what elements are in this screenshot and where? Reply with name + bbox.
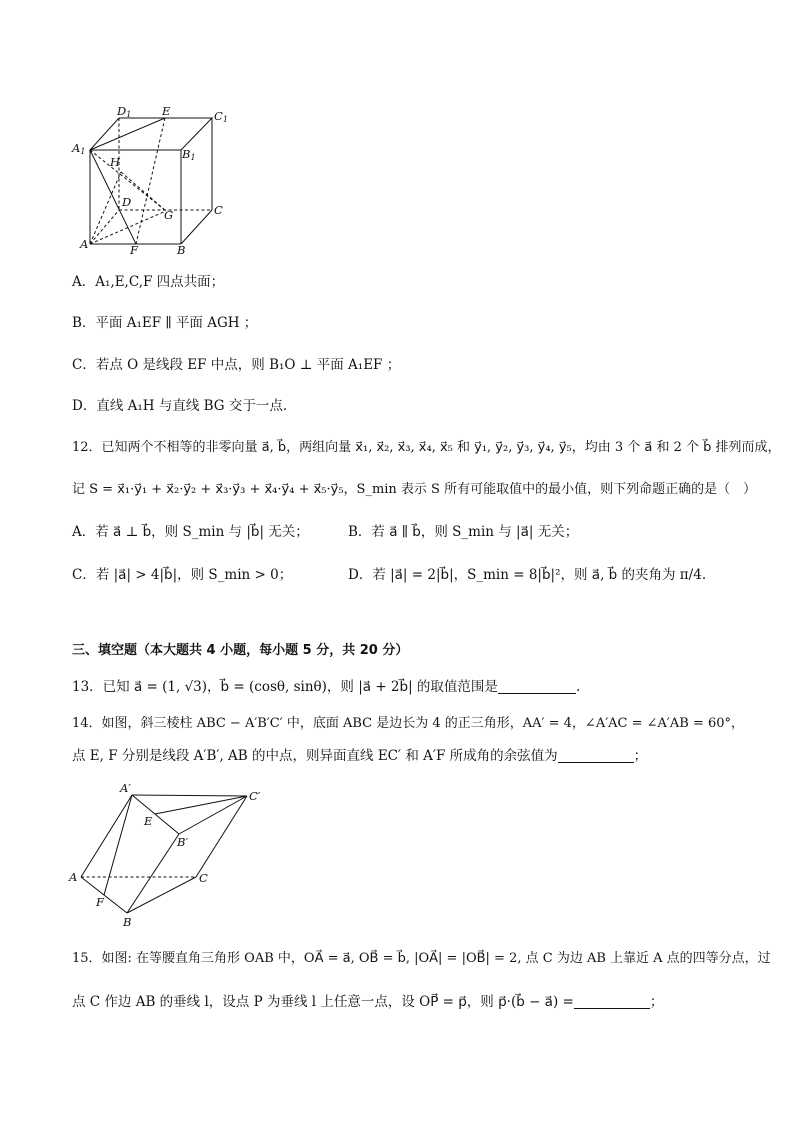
label-G: G bbox=[164, 208, 174, 222]
label-E: E bbox=[144, 814, 153, 828]
q13-text: 13．已知 a⃗ = (1, √3)，b⃗ = (cosθ, sinθ)，则 |a⃗ + 2b⃗| 的取值范围是 bbox=[72, 679, 498, 695]
edge-BB1 bbox=[127, 834, 179, 913]
q15-end: ； bbox=[649, 994, 664, 1010]
label-E: E bbox=[162, 104, 171, 118]
q14-end: ； bbox=[633, 748, 648, 764]
q14-line2 bbox=[72, 746, 647, 766]
cube-figure bbox=[64, 100, 244, 260]
q11-option-a: A．A₁,E,C,F 四点共面； bbox=[72, 274, 225, 290]
q12-option-c: C．若 |a⃗| > 4|b⃗|，则 S_min > 0； bbox=[72, 567, 293, 583]
label-C1: C′ bbox=[249, 789, 261, 803]
label-F: F bbox=[130, 243, 138, 257]
label-H: H bbox=[110, 155, 121, 169]
q12-line1: 12．已知两个不相等的非零向量 a⃗, b⃗，两组向量 x⃗₁, x⃗₂, x⃗₃, x⃗₄, x⃗₅ 和 y⃗₁, y⃗₂, y⃗₃, y⃗₄, y⃗₅，均由 3 个 a⃗ 和 2 个 b⃗ 排列而成， bbox=[72, 440, 781, 455]
q12-option-d: D．若 |a⃗| = 2|b⃗|，S_min = 8|b⃗|²，则 a⃗, b⃗ 的夹角为 π/4. bbox=[348, 567, 707, 583]
cube-top-face bbox=[90, 118, 212, 150]
edge-A1B1 bbox=[132, 795, 179, 834]
label-A: A bbox=[69, 870, 78, 884]
label-C: C bbox=[214, 203, 223, 217]
q13: 13．已知 a⃗ = (1, √3)，b⃗ = (cosθ, sinθ)，则 |a⃗ + 2b⃗| 的取值范围是 . bbox=[72, 679, 581, 695]
q15-answer-blank[interactable] bbox=[574, 994, 650, 1009]
label-A1: A1 bbox=[72, 141, 86, 156]
label-B: B bbox=[177, 243, 186, 257]
q15-line2 bbox=[72, 992, 663, 1012]
edge-BC bbox=[181, 210, 212, 244]
edge-BC bbox=[127, 877, 196, 913]
label-B1: B′ bbox=[177, 835, 189, 849]
q14-line1: 14．如图，斜三棱柱 ABC − A′B′C′ 中，底面 ABC 是边长为 4 的正三角形，AA′ = 4，∠A′AC = ∠A′AB = 60°， bbox=[72, 716, 745, 731]
edge-AA1 bbox=[81, 795, 132, 877]
edge-B1C1 bbox=[179, 796, 247, 834]
q12-option-b: B．若 a⃗ ∥ b⃗，则 S_min 与 |a⃗| 无关； bbox=[348, 524, 579, 540]
segment-A1E bbox=[90, 118, 165, 150]
prism-figure bbox=[64, 780, 274, 930]
q15-line1: 15．如图: 在等腰直角三角形 OAB 中，OA⃗ = a⃗, OB⃗ = b⃗, |OA⃗| = |OB⃗| = 2, 点 C 为边 AB 上靠近 A 点的四等分点，过 bbox=[72, 951, 771, 966]
segment-EF bbox=[136, 118, 165, 244]
q15-text: 点 C 作边 AB 的垂线 l，设点 P 为垂线 l 上任意一点，设 OP⃗ = p⃗，则 p⃗·(b⃗ − a⃗) = bbox=[72, 994, 574, 1010]
q11-option-b: B．平面 A₁EF ∥ 平面 AGH ； bbox=[72, 315, 258, 331]
label-A1: A′ bbox=[120, 781, 131, 795]
label-D: D bbox=[122, 195, 132, 209]
segment-AG bbox=[90, 211, 166, 244]
q13-answer-blank[interactable] bbox=[498, 679, 576, 694]
label-F: F bbox=[96, 895, 104, 909]
q14-answer-blank[interactable] bbox=[558, 748, 634, 763]
label-B1: B1 bbox=[182, 147, 196, 162]
q11-option-d: D．直线 A₁H 与直线 BG 交于一点. bbox=[72, 398, 288, 414]
label-A: A bbox=[80, 237, 89, 251]
q12-option-a: A．若 a⃗ ⊥ b⃗，则 S_min 与 |b⃗| 无关； bbox=[72, 524, 309, 540]
q12-line2: 记 S = x⃗₁·y⃗₁ + x⃗₂·y⃗₂ + x⃗₃·y⃗₃ + x⃗₄·y⃗₄ + x⃗₅·y⃗₅，S_min 表示 S 所有可能取值中的最小值，则下列命题正确的是（ ） bbox=[72, 482, 757, 497]
edge-A1C1 bbox=[132, 795, 247, 796]
q11-option-c: C．若点 O 是线段 EF 中点，则 B₁O ⊥ 平面 A₁EF ； bbox=[72, 357, 401, 373]
segment-A1F bbox=[104, 795, 132, 895]
edge-AD bbox=[90, 210, 119, 244]
label-D1: D1 bbox=[117, 104, 132, 119]
q14-text: 点 E, F 分别是线段 A′B′, AB 的中点，则异面直线 EC′ 和 A′F 所成角的余弦值为 bbox=[72, 748, 558, 764]
label-B: B bbox=[123, 915, 132, 929]
label-C: C bbox=[199, 871, 208, 885]
label-C1: C1 bbox=[214, 109, 228, 124]
edge-CC1 bbox=[196, 796, 247, 877]
segment-EC1 bbox=[155, 796, 247, 814]
section-heading: 三、填空题（本大题共 4 小题，每小题 5 分，共 20 分） bbox=[72, 643, 409, 658]
